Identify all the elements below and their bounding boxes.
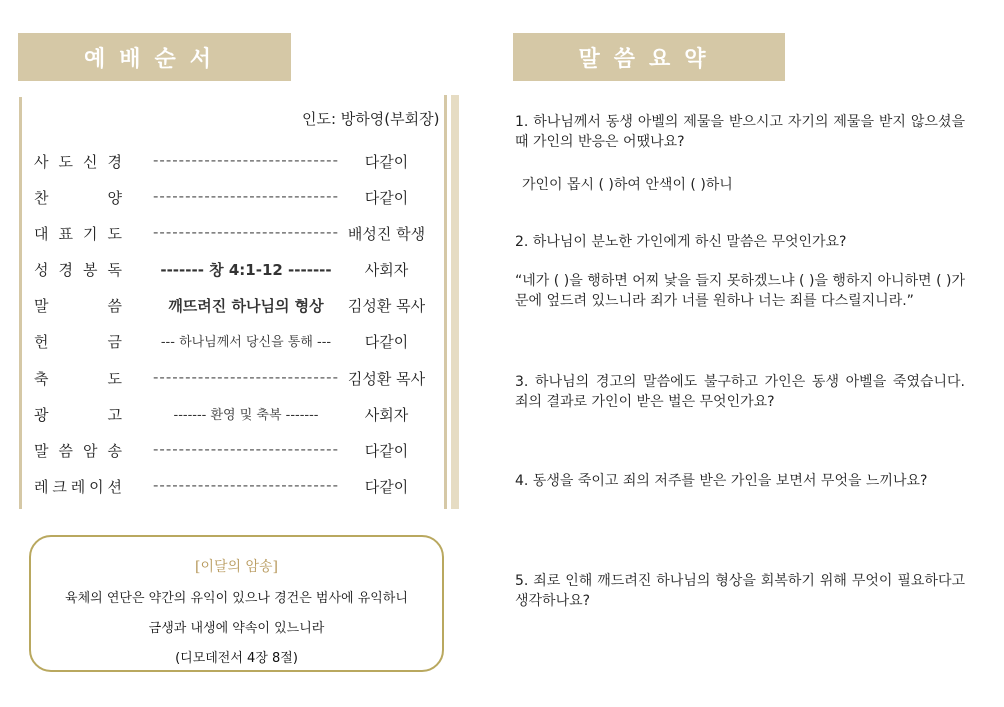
worship-item-name-char: 레: [70, 478, 86, 496]
worship-item-name-char: 광: [34, 406, 49, 424]
worship-item-name-char: 경: [107, 153, 122, 171]
answer-2-verse: “네가 ( )을 행하면 어찌 낯을 들지 못하겠느냐 ( )을 행하지 아니하면 ( )가 문에 엎드려 있느니라 죄가 너를 원하나 너는 죄를 다스릴지니라.”: [515, 273, 965, 309]
worship-item-person: 다같이: [364, 189, 409, 207]
worship-item-detail: -----------------------------: [153, 151, 339, 169]
worship-item-name-char: 씀: [58, 442, 73, 460]
order-of-worship-title: 예배순서: [83, 46, 225, 72]
worship-item-name-char: 송: [107, 442, 122, 460]
worship-order-row: [34, 256, 434, 282]
worship-item-name-char: 봉: [83, 261, 98, 279]
memory-verse-line-2: 금생과 내생에 약속이 있느니라: [148, 621, 325, 636]
worship-item-person: 사회자: [364, 406, 409, 424]
question-5: 5. 죄로 인해 깨드려진 하나님의 형상을 회복하기 위해 무엇이 필요하다고 생각하나요?: [515, 573, 965, 609]
worship-item-name-char: 크: [52, 478, 67, 496]
worship-item-name-char: 사: [34, 153, 49, 171]
left-vertical-rule: [19, 97, 22, 509]
worship-item-name-char: 신: [83, 153, 98, 171]
worship-item-name-char: 고: [107, 406, 122, 424]
worship-item-detail: --- 하나님께서 당신을 통해 ---: [160, 335, 332, 350]
worship-item-name-char: 헌: [34, 333, 49, 351]
worship-item-name: [34, 331, 122, 352]
worship-order-row: [34, 292, 434, 318]
worship-item-person: 다같이: [364, 478, 409, 496]
worship-order-row: [34, 220, 434, 246]
worship-item-person: 사회자: [364, 261, 409, 279]
question-2: 2. 하나님이 분노한 가인에게 하신 말씀은 무엇인가요?: [515, 234, 847, 250]
worship-item-name-char: 말: [34, 442, 49, 460]
worship-order-row: [34, 473, 434, 499]
worship-item-detail: -----------------------------: [153, 368, 339, 386]
worship-item-name-char: 씀: [107, 297, 122, 315]
worship-order-row: [34, 365, 434, 391]
memory-verse-title: [이달의 암송]: [195, 559, 278, 575]
worship-item-name: [34, 404, 122, 425]
worship-item-detail: -----------------------------: [153, 440, 339, 458]
center-vertical-rule-thick: [451, 95, 459, 509]
worship-item-name-char: 양: [107, 189, 122, 207]
worship-item-name-char: 금: [107, 333, 122, 351]
center-vertical-rule: [444, 95, 447, 509]
worship-item-name: [34, 187, 122, 208]
worship-item-name-char: 도: [107, 225, 122, 243]
worship-item-name-char: 도: [107, 370, 122, 388]
monthly-memory-verse-box: [29, 535, 444, 672]
memory-verse-line-1: 육체의 연단은 약간의 유익이 있으나 경건은 범사에 유익하니: [65, 591, 408, 606]
worship-item-name: [34, 259, 122, 280]
question-4: 4. 동생을 죽이고 죄의 저주를 받은 가인을 보면서 무엇을 느끼나요?: [515, 473, 928, 489]
worship-order-row: [34, 437, 434, 463]
worship-order-row: [34, 401, 434, 427]
worship-item-person: 김성환 목사: [347, 370, 426, 388]
worship-item-detail: ------- 창 4:1-12 -------: [160, 261, 332, 279]
worship-order-row: [34, 184, 434, 210]
worship-item-name-char: 션: [107, 478, 122, 496]
worship-item-detail: 깨뜨려진 하나님의 형상: [168, 297, 324, 315]
answer-1-blank: 가인이 몹시 ( )하여 안색이 ( )하니: [522, 177, 733, 193]
worship-item-person: 배성진 학생: [347, 225, 426, 243]
worship-item-name-char: 경: [58, 261, 73, 279]
worship-item-name-char: 성: [34, 261, 49, 279]
worship-item-name: [34, 223, 122, 244]
worship-item-name-char: 표: [58, 225, 73, 243]
sermon-summary-title: 말씀요약: [578, 46, 720, 72]
worship-item-name-char: 이: [89, 478, 104, 496]
worship-item-person: 다같이: [364, 442, 409, 460]
worship-item-name-char: 암: [83, 442, 98, 460]
order-of-worship-banner: [18, 33, 291, 81]
worship-leader: 인도: 방하영(부회장): [302, 110, 440, 128]
worship-item-name-char: 도: [58, 153, 73, 171]
worship-item-name: [34, 151, 122, 172]
worship-item-name-char: 찬: [34, 189, 49, 207]
question-3: 3. 하나님의 경고의 말씀에도 불구하고 가인은 동생 아벨을 죽였습니다. 죄의 결과로 가인이 받은 벌은 무엇인가요?: [515, 374, 965, 410]
worship-order-row: [34, 148, 434, 174]
worship-item-name-char: 기: [83, 225, 98, 243]
worship-item-person: 다같이: [364, 333, 409, 351]
worship-item-detail: -----------------------------: [153, 187, 339, 205]
worship-item-detail: ------- 환영 및 축복 -------: [173, 408, 319, 423]
worship-item-detail: -----------------------------: [153, 223, 339, 241]
worship-item-person: 김성환 목사: [347, 297, 426, 315]
worship-item-name: [34, 476, 122, 497]
question-1: 1. 하나님께서 동생 아벨의 제물을 받으시고 자기의 제물을 받지 않으셨을 때 가인의 반응은 어땠나요?: [515, 114, 965, 150]
worship-item-name-char: 레: [34, 478, 49, 496]
worship-item-name: [34, 368, 122, 389]
worship-item-person: 다같이: [364, 153, 409, 171]
worship-item-name-char: 독: [107, 261, 122, 279]
worship-item-name-char: 축: [34, 370, 49, 388]
worship-order-row: [34, 328, 434, 354]
worship-item-name-char: 말: [34, 297, 49, 315]
worship-item-name: [34, 440, 122, 461]
worship-item-name: [34, 295, 122, 316]
sermon-summary-banner: [513, 33, 785, 81]
memory-verse-reference: (디모데전서 4장 8절): [175, 651, 298, 666]
worship-item-detail: -----------------------------: [153, 476, 339, 494]
worship-item-name-char: 대: [34, 225, 49, 243]
